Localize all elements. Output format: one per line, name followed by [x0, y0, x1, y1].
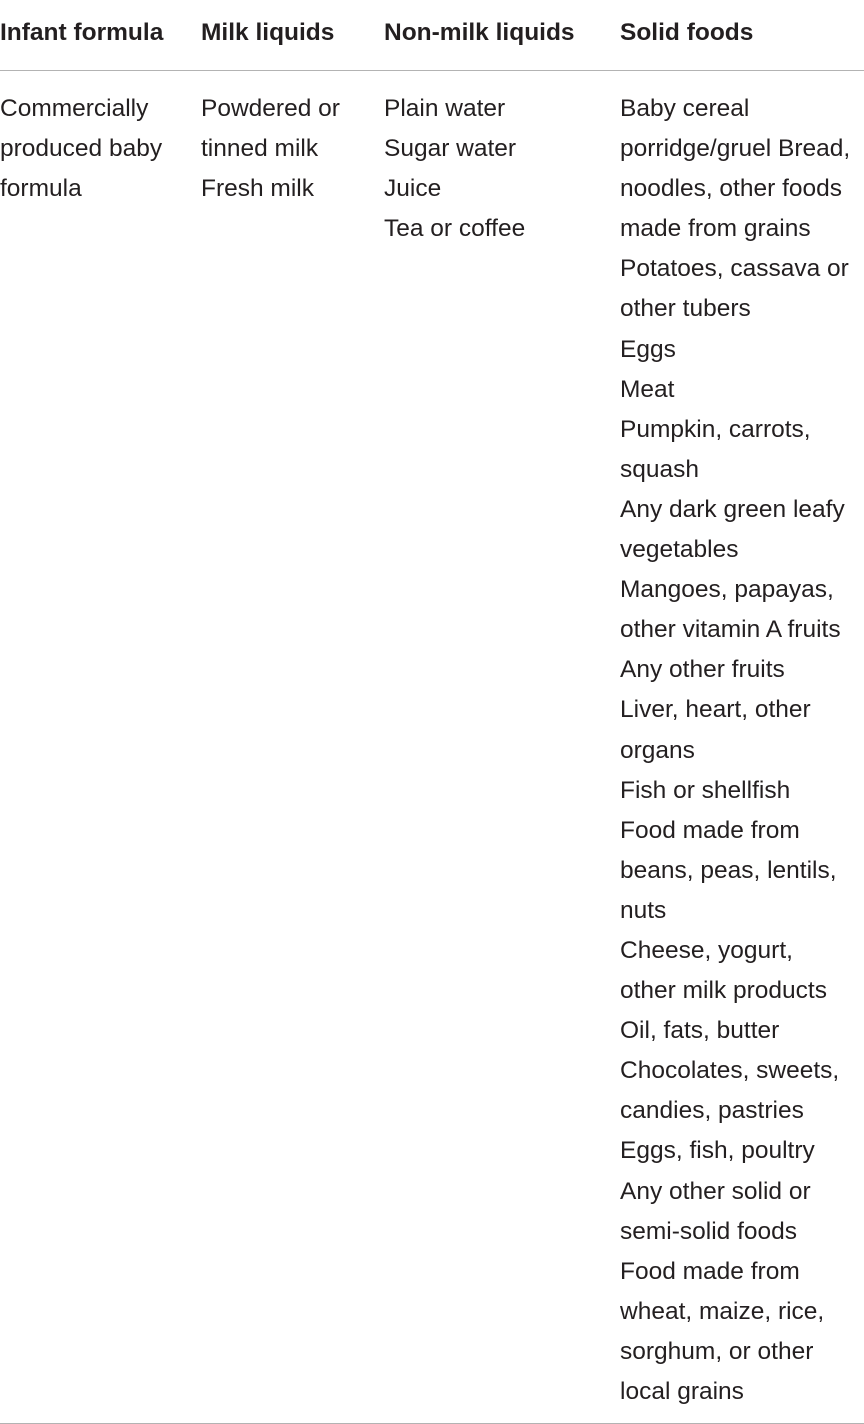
- table-header-row: [0, 0, 864, 71]
- table-cell-line: Baby cereal: [620, 95, 750, 122]
- table-cell-line: nuts: [620, 896, 667, 924]
- table-cell-line: produced baby: [0, 135, 163, 163]
- table-cell-line: candies, pastries: [620, 1097, 804, 1125]
- table-cell-line: Commercially: [0, 95, 149, 122]
- table-cell-line: Food made from: [620, 816, 800, 844]
- column-milk-liquids: [201, 89, 340, 209]
- table-cell-line: Powdered or: [201, 95, 340, 122]
- table-cell-line: Juice: [384, 175, 442, 203]
- table-cell-line: Potatoes, cassava or: [620, 255, 849, 283]
- column-solid-foods: [620, 89, 850, 1412]
- table-cell-line: porridge/gruel Bread,: [620, 135, 851, 163]
- table-cell-line: Cheese, yogurt,: [620, 936, 793, 964]
- table-cell-line: other tubers: [620, 295, 751, 323]
- table-cell-line: Sugar water: [384, 135, 517, 163]
- table-cell-line: made from grains: [620, 215, 811, 243]
- table-cell-line: Fresh milk: [201, 175, 314, 203]
- header-non-milk-liquids: Non-milk liquids: [384, 19, 575, 46]
- table-cell-line: Tea or coffee: [384, 215, 526, 243]
- table-cell-line: Fish or shellfish: [620, 776, 791, 804]
- column-non-milk-liquids: [384, 89, 525, 249]
- table-cell-line: Eggs: [620, 335, 676, 363]
- header-solid-foods: Solid foods: [620, 19, 754, 46]
- table-cell-line: local grains: [620, 1378, 744, 1405]
- table-body-row: [0, 71, 864, 1424]
- table-cell-line: Any other solid or: [620, 1177, 811, 1205]
- table-cell-line: squash: [620, 455, 700, 483]
- table-cell-line: Oil, fats, butter: [620, 1017, 780, 1045]
- table-cell-line: Meat: [620, 375, 675, 403]
- table-cell-line: Any dark green leafy: [620, 495, 845, 523]
- table-cell-line: wheat, maize, rice,: [620, 1297, 825, 1325]
- table-cell-line: other milk products: [620, 977, 827, 1005]
- table-cell-line: formula: [0, 175, 82, 203]
- table-cell-line: Pumpkin, carrots,: [620, 415, 811, 443]
- table-cell-line: tinned milk: [201, 135, 319, 163]
- header-infant-formula: Infant formula: [0, 19, 164, 46]
- table-cell-line: Liver, heart, other: [620, 696, 811, 724]
- header-milk-liquids: Milk liquids: [201, 19, 335, 46]
- table-cell-line: Food made from: [620, 1257, 800, 1285]
- table-cell-line: semi-solid foods: [620, 1217, 798, 1245]
- table-cell-line: Mangoes, papayas,: [620, 576, 834, 604]
- column-infant-formula: [0, 89, 162, 209]
- table-cell-line: Eggs, fish, poultry: [620, 1137, 815, 1165]
- table-cell-line: Chocolates, sweets,: [620, 1057, 840, 1085]
- table-cell-line: sorghum, or other: [620, 1337, 814, 1365]
- table-cell-line: Any other fruits: [620, 656, 785, 684]
- table-cell-line: organs: [620, 736, 695, 764]
- table-cell-line: noodles, other foods: [620, 175, 843, 203]
- table-cell-line: Plain water: [384, 95, 506, 122]
- table-cell-line: other vitamin A fruits: [620, 616, 841, 644]
- table-cell-line: vegetables: [620, 536, 739, 564]
- table-cell-line: beans, peas, lentils,: [620, 856, 837, 884]
